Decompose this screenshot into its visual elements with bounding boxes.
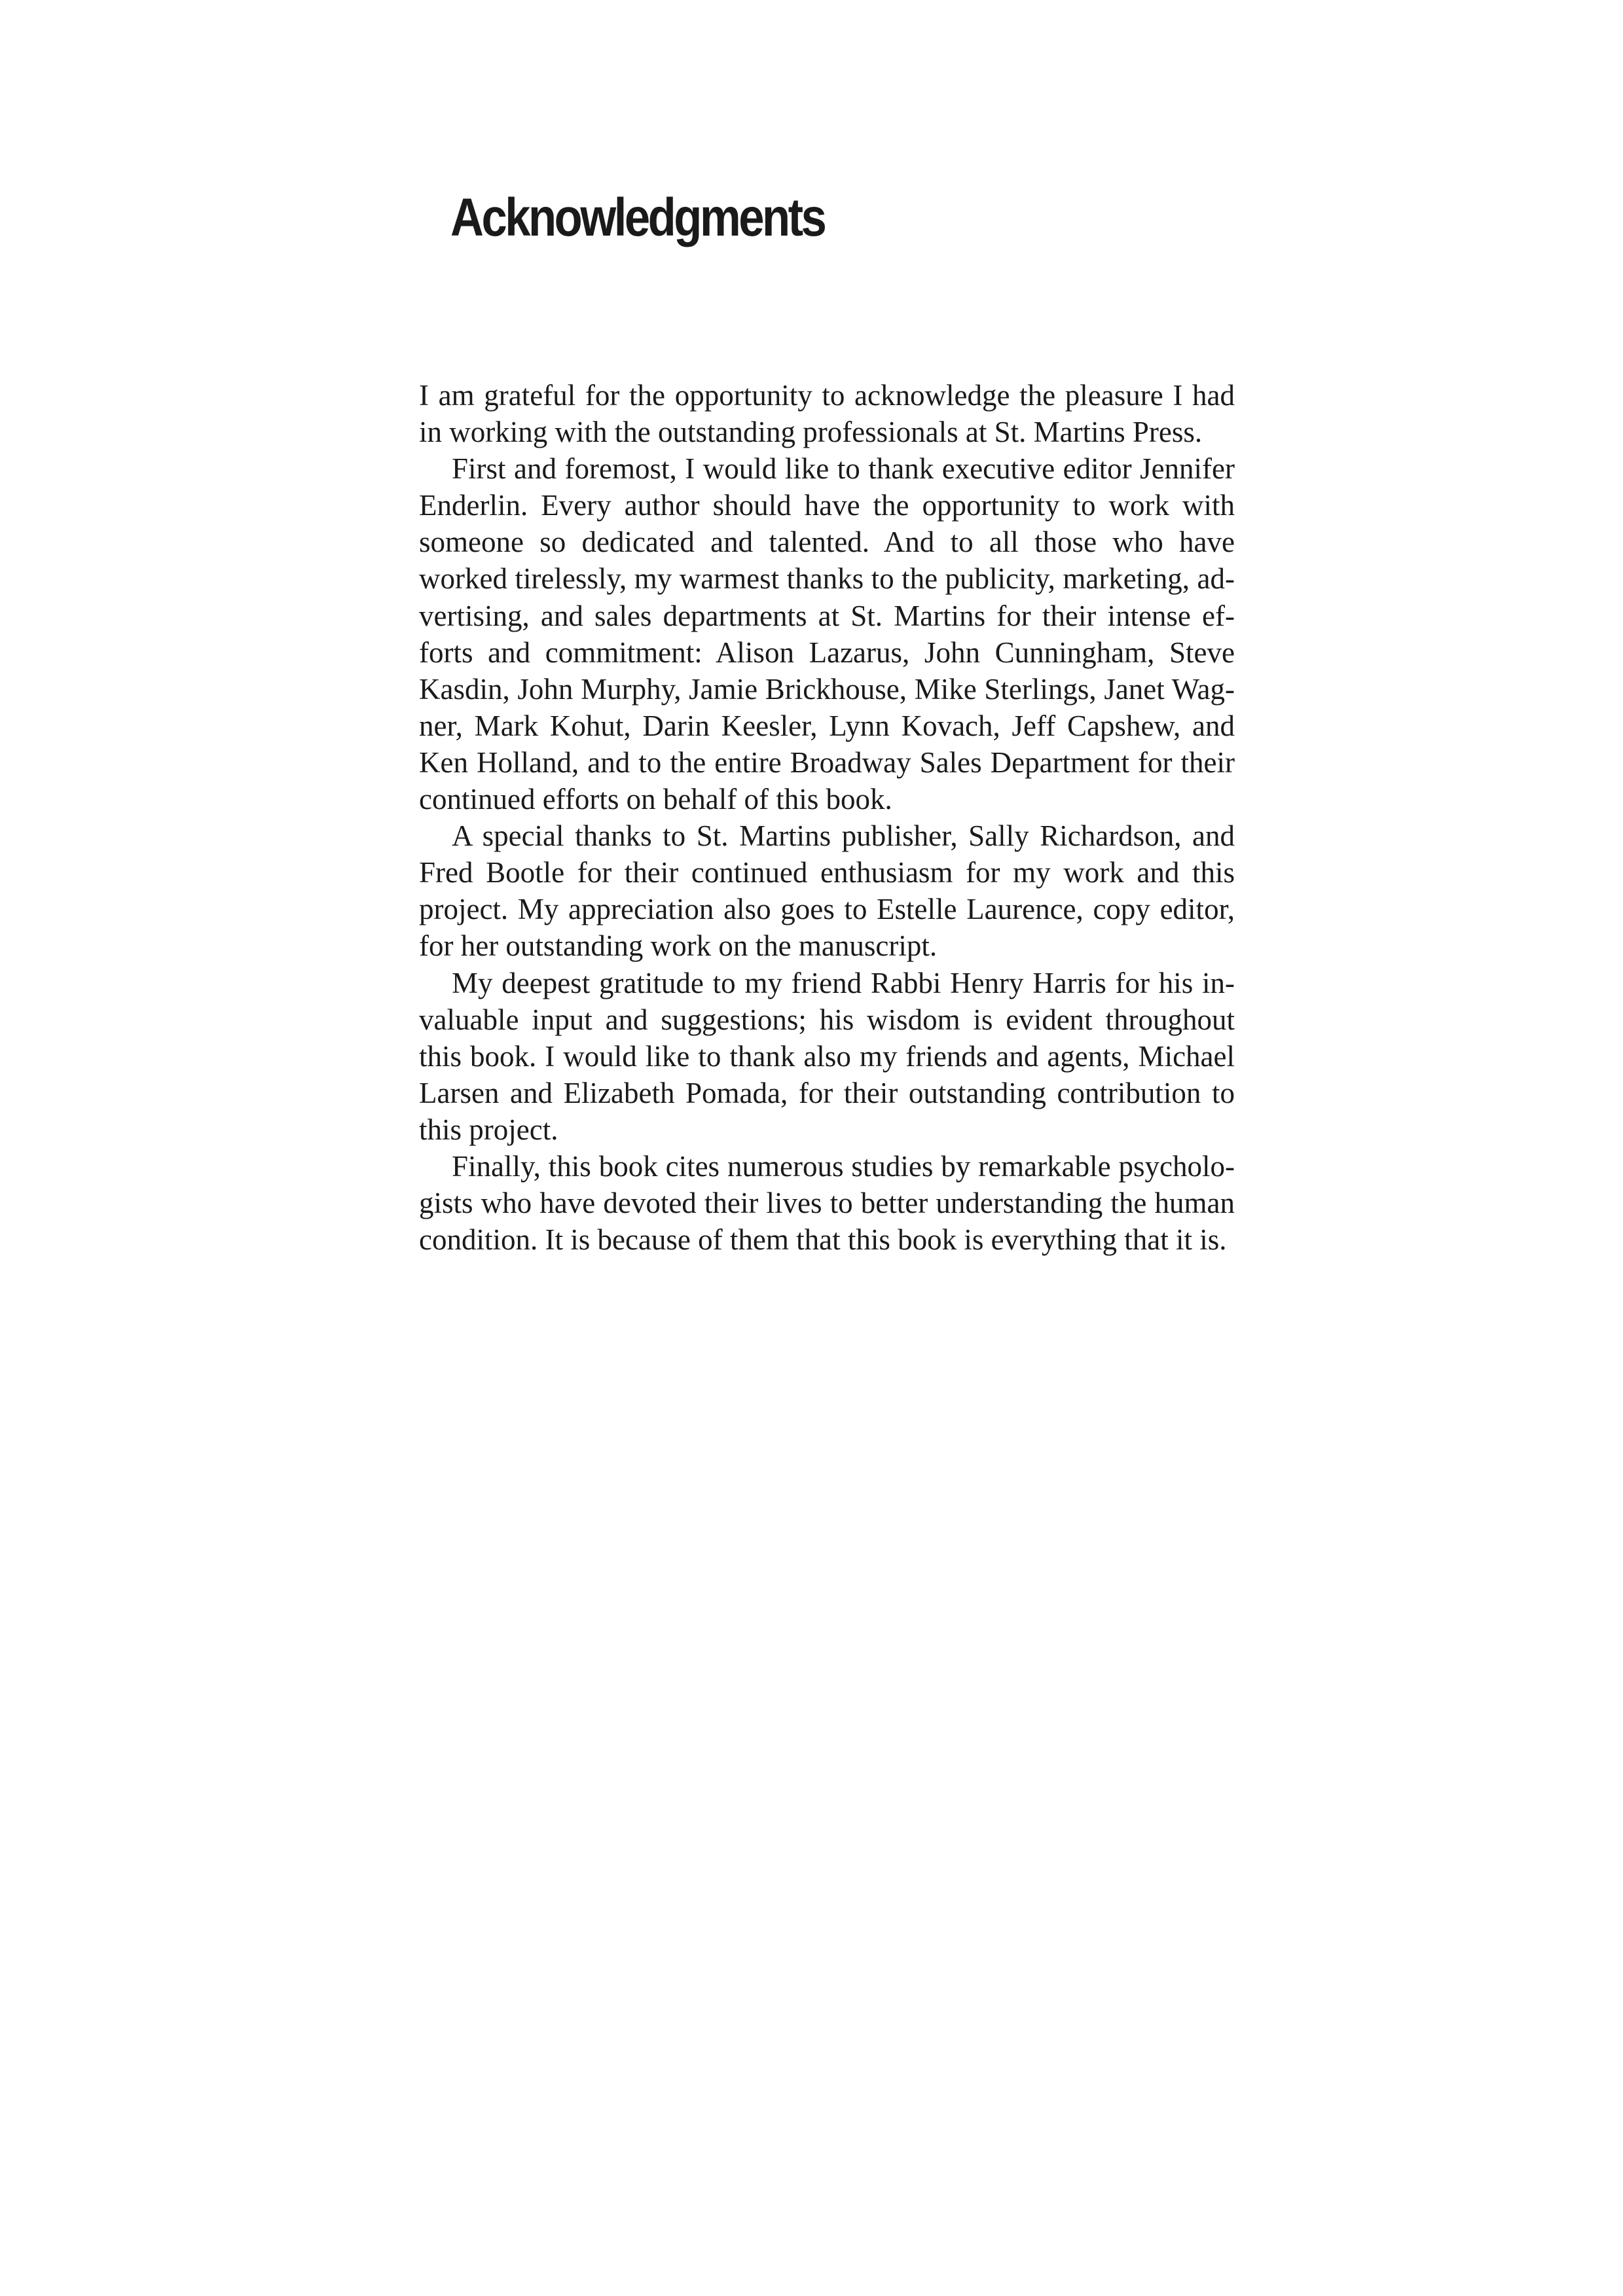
paragraph-5: Finally, this book cites numerous studies by remarkable psychologists who have devoted their lives to better understanding the human condition. It is because of them that this book is everything that it is. [419,1149,1235,1257]
paragraph-4: My deepest gratitude to my friend Rabbi Henry Harris for his invaluable input and suggestions; his wisdom is evident throughout this book. I would like to thank also my friends and agents, Michael Larsen and Elizabeth Pomada, for their outstanding contribution to this project. [419,966,1235,1146]
paragraph-3: A special thanks to St. Martins publisher, Sally Richardson, and Fred Bootle for their continued enthusiasm for my work and this project. My appreciation also goes to Estelle Laurence, copy editor, for her outstanding work on the manuscript. [419,819,1235,963]
acknowledgments-body [419,377,1235,1258]
page-title: Acknowledgments [450,188,825,247]
paragraph-1: I am grateful for the opportunity to acknowledge the pleasure I had in working with the outstanding professionals at St. Martins Press. [419,379,1235,449]
paragraph-2: First and foremost, I would like to thank executive editor Jennifer Enderlin. Every author should have the opportunity to work with someone so dedicated and talented. And to all those who have worked tirelessly, my warmest thanks to the publicity, marketing, advertising, and sales departments at St. Martins for their intense efforts and commitment: Alison Lazarus, John Cunningham, Steve Kasdin, John Murphy, Jamie Brickhouse, Mike Sterlings, Janet Wagner, Mark Kohut, Darin Keesler, Lynn Kovach, Jeff Capshew, and Ken Holland, and to the entire Broadway Sales Department for their continued efforts on behalf of this book. [419,452,1235,816]
